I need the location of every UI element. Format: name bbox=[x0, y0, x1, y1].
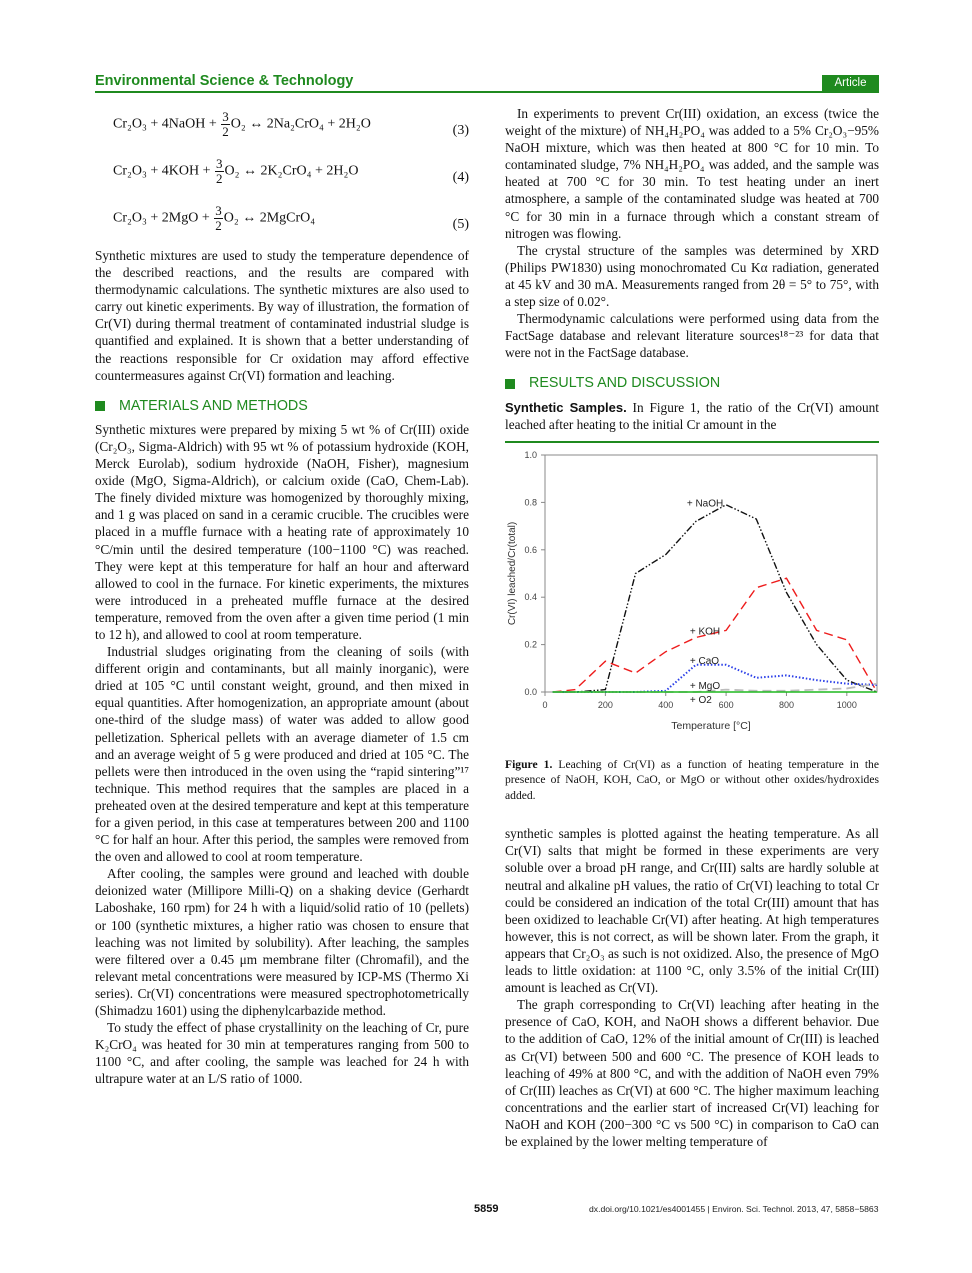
x-tick-label: 1000 bbox=[836, 699, 857, 710]
x-tick-label: 200 bbox=[597, 699, 613, 710]
y-tick-label: 0.0 bbox=[524, 686, 537, 697]
run-in-heading: Synthetic Samples. bbox=[505, 399, 627, 415]
caption-label: Figure 1. bbox=[505, 757, 553, 771]
paragraph: Industrial sludges originating from the cleaning of soils (with different origin and contaminants, but all mainly inorganic), were dried at 105 °C until constant weight, ground, and then mixed in equal quantities. After homogenization, an appropriate amount (about one-third of the sludge mass) of water was added to allow good pelletization. Spherical pellets with an average diameter of 1.5 cm and an average weight of 5 g were produced and dried at 105 °C. The pellets were then introduced in the oven using the “rapid sintering”¹⁷ technique. This method requires that the samples are placed in a preheated oven at the desired temperature and kept at this temperature for a given period, in this case at temperatures between 200 and 1100 °C for half an hour. After this period, the samples were removed from the oven and allowed to cool at room temperature. bbox=[95, 644, 469, 865]
section-heading-results bbox=[505, 375, 879, 392]
journal-title: Environmental Science & Technology bbox=[95, 73, 354, 89]
fraction: $\frac{3}{2}$ bbox=[215, 203, 222, 233]
equation-rhs: O₂ ↔ 2Na₂CrO₄ + 2H₂O bbox=[230, 116, 371, 132]
y-tick-label: 0.4 bbox=[524, 591, 537, 602]
page-number: 5859 bbox=[474, 1203, 499, 1215]
equation-lhs: Cr₂O₃ + 2MgO + bbox=[113, 210, 214, 226]
paragraph bbox=[505, 399, 879, 433]
paragraph: Synthetic mixtures were prepared by mixing 5 wt % of Cr(III) oxide (Cr₂O₃, Sigma-Aldrich) with 95 wt % of potassium hydroxide (KOH, Merck Eurolab), sodium hydroxide (NaOH, Fisher), magnesium oxide (MgO, Sigma-Aldrich), or calcium oxide (CaO, Chem-Lab). The finely divided mixture was homogenized by thoroughly mixing, and 1 g was placed on sand in a ceramic crucible. The crucibles were placed in a muffle furnace with a heating rate of approximately 10 °C/min until the desired temperature (100−1100 °C) was reached. They were kept at this temperature for half an hour and afterward allowed to cool in the furnace. For kinetic experiments, the mixtures were introduced in a preheated muffle furnace at the desired temperature, removed from the oven after a given time period (1 min to 12 h), and allowed to cool at room temperature. bbox=[95, 421, 469, 642]
equation-number: (5) bbox=[452, 217, 469, 232]
figure-rule bbox=[505, 441, 879, 443]
y-tick-label: 1.0 bbox=[524, 449, 537, 460]
y-tick-label: 0.6 bbox=[524, 544, 537, 555]
fraction: $\frac{3}{2}$ bbox=[222, 109, 229, 139]
left-column bbox=[95, 102, 469, 1088]
paragraph: After cooling, the samples were ground and leached with double deionized water (Millipore Milli-Q) on a shaking device (Gerhardt Laboshake, 160 rpm) for 24 h with a liquid/solid ratio of 10 (pellets) or 100 (synthetic mixtures, a higher ratio was chosen to ensure that leaching was not limited by solubility). After leaching, the samples were filtered over a 0.45 μm membrane filter (Chromafil), and the relevant metal concentrations were measured by ICP-MS (Thermo Xi series). Cr(VI) concentrations were measured spectrophotometrically (Shimadzu 1601) using the diphenylcarbazide method. bbox=[95, 866, 469, 1019]
article-badge: Article bbox=[822, 75, 879, 91]
section-square-icon bbox=[505, 379, 515, 389]
section-heading-text: MATERIALS AND METHODS bbox=[119, 397, 308, 414]
header-rule bbox=[95, 91, 879, 93]
doi-citation[interactable]: dx.doi.org/10.1021/es4001455 | Environ. Sci. Technol. 2013, 47, 5858−5863 bbox=[589, 1204, 879, 1214]
x-axis-label: Temperature [°C] bbox=[671, 719, 751, 732]
equation-lhs: Cr₂O₃ + 4KOH + bbox=[113, 163, 214, 179]
section-square-icon bbox=[95, 401, 105, 411]
y-tick-label: 0.2 bbox=[524, 639, 537, 650]
paragraph: In experiments to prevent Cr(III) oxidation, an excess (twice the weight of the mixture) of NH₄H₂PO₄ was added to a 5% Cr₂O₃−95% NaOH mixture, which was then heated at 800 °C for 10 min. To contaminated sludge, 7% NH₄H₂PO₄ was added, and the sample was heated at 700 °C for 30 min. To test heating under an inert atmosphere, a sample of the contaminated sludge was heated at 700 °C for 30 min in a furnace through which a constant stream of nitrogen was flowing. bbox=[505, 106, 879, 241]
x-tick-label: 600 bbox=[718, 699, 734, 710]
paragraph: Thermodynamic calculations were performed using data from the FactSage database and relevant literature sources¹⁸⁻²³ for data that were not in the FactSage database. bbox=[505, 311, 879, 361]
intro-paragraph: Synthetic mixtures are used to study the temperature dependence of the described reactions, and the results are compared with thermodynamic calculations. The synthetic mixtures are also used to carry out kinetic experiments. By way of illustration, the formation of Cr(VI) during thermal treatment of contaminated industrial sludge is quantified and explained. It is shown that a better understanding of the reactions responsible for Cr oxidation may afford effective countermeasures against Cr(VI) formation and leaching. bbox=[95, 248, 469, 383]
equation-rhs: O₂ ↔ 2MgCrO₄ bbox=[223, 210, 316, 226]
x-tick-label: 800 bbox=[778, 699, 794, 710]
equation-rhs: O₂ ↔ 2K₂CrO₄ + 2H₂O bbox=[224, 163, 359, 179]
figure-caption bbox=[505, 757, 879, 804]
series-label: + KOH bbox=[689, 626, 721, 638]
fraction: $\frac{3}{2}$ bbox=[216, 156, 223, 186]
paragraph: synthetic samples is plotted against the heating temperature. As all Cr(VI) salts that might be formed in these experiments are very soluble over a broad pH range, and Cr(III) salts are hardly soluble at neutral and alkaline pH values, the ratio of Cr(VI) leaching to total Cr could be considered an indication of the total Cr(III) amount that has been oxidized to leachable Cr(VI) after heating. At high temperatures however, this is not correct, as will be shown later. From the graph, it appears that Cr₂O₃ as such is not oxidized. Also, the presence of MgO leads to little oxidation: at 1100 °C, only 3.5% of the initial Cr(III) amount is leached as Cr(VI). bbox=[505, 826, 879, 996]
series-label: + O2 bbox=[689, 694, 712, 706]
section-heading-methods bbox=[95, 398, 469, 415]
series-label: + NaOH bbox=[686, 498, 724, 510]
equation-number: (4) bbox=[452, 170, 469, 185]
equation-5 bbox=[95, 196, 469, 243]
caption-text: Leaching of Cr(VI) as a function of heating temperature in the presence of NaOH, KOH, CaO, or MgO or without other oxides/hydroxides added. bbox=[505, 757, 879, 802]
y-axis-label: Cr(VI) leached/Cr(total) bbox=[507, 521, 518, 625]
section-heading-text: RESULTS AND DISCUSSION bbox=[529, 375, 721, 392]
figure-1-chart bbox=[505, 447, 885, 747]
x-tick-label: 0 bbox=[542, 699, 548, 710]
paragraph: To study the effect of phase crystallinity on the leaching of Cr, pure K₂CrO₄ was heated for 30 min at temperatures ranging from 500 to 1100 °C, and after cooling, the sample was leached for 24 h with ultrapure water at an L/S ratio of 1000. bbox=[95, 1020, 469, 1087]
equation-lhs: Cr₂O₃ + 4NaOH + bbox=[113, 116, 221, 132]
paragraph: The crystal structure of the samples was determined by XRD (Philips PW1830) using monochromated Cu Kα radiation, generated at 45 kV and 30 mA. Measurements ranged from 2θ = 5° to 75°, with a step size of 0.02°. bbox=[505, 242, 879, 310]
equation-number: (3) bbox=[452, 123, 469, 138]
paragraph-text: In Figure 1, the ratio of the Cr(VI) amount leached after heating to the initial Cr amount in the bbox=[505, 399, 879, 432]
series-label: + MgO bbox=[689, 680, 721, 692]
y-tick-label: 0.8 bbox=[524, 497, 537, 508]
series-label: + CaO bbox=[689, 655, 720, 667]
right-column bbox=[505, 105, 879, 1150]
equation-4 bbox=[95, 149, 469, 196]
equation-3 bbox=[95, 102, 469, 149]
x-tick-label: 400 bbox=[658, 699, 674, 710]
paragraph: The graph corresponding to Cr(VI) leaching after heating in the presence of CaO, KOH, and NaOH shows a different behavior. Due to the addition of CaO, 12% of the initial amount of Cr(III) is leached as Cr(VI) between 500 and 600 °C. The presence of KOH leads to leaching of 49% at 800 °C, and with the addition of NaOH even 79% of Cr(III) leaches as Cr(VI) at 600 °C. The higher maximum leaching concentrations and the earlier start of increased Cr(VI) leaching for NaOH and KOH (200−300 °C vs 500 °C) in comparison to CaO can be explained by the lower melting temperature of bbox=[505, 997, 879, 1149]
